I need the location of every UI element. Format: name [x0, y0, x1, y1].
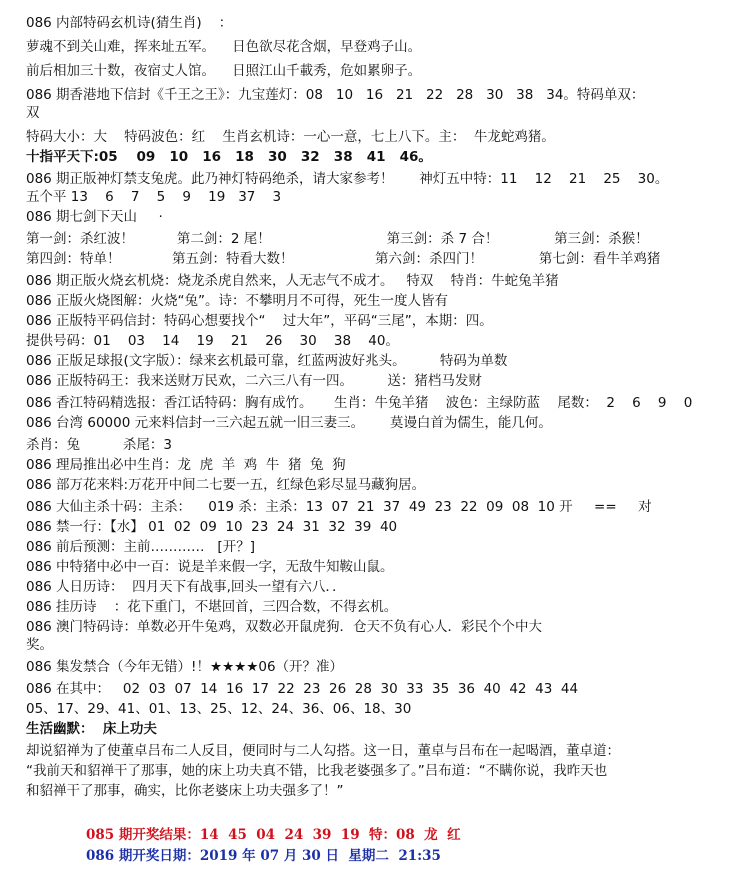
text-line: 086 正版足球报(文字版）：绿来玄机最可靠，红蓝两波好兆头。 特码为单数	[26, 353, 508, 369]
text-line: 十指平天下:05 09 10 16 18 30 32 38 41 46。	[26, 149, 432, 165]
text-line: 第四剑：特单！ 第五剑：特看大数！ 第六剑：杀四门！ 第七剑：看牛羊鸡猪	[26, 251, 661, 267]
text-line: 05、17、29、41、01、13、25、12、24、36、06、18、30	[26, 701, 412, 717]
text-line: 第一剑：杀红波！ 第二剑：2 尾！ 第三剑：杀 7 合！ 第三剑：杀猴！	[26, 231, 649, 247]
text-line: 萝魂不到关山难，挥来址五军。 日色欲尽花含烟，早登鸡子山。	[26, 39, 422, 55]
text-line: 却说貂禅为了使董卓吕布二人反目，便同时与二人勾搭。这一日，董卓与吕布在一起喝酒，董卓道：	[26, 743, 620, 759]
text-line: 086 内部特码玄机诗(猜生肖) ：	[26, 15, 233, 31]
text-line: 086 中特猪中必中一百：说是羊来假一字，无敌牛知鞍山鼠。	[26, 559, 394, 575]
text-line: 086 前后预测：主前………… [开？]	[26, 539, 255, 555]
text-line: 086 大仙主杀十码：主杀： 019 杀：主杀：13 07 21 37 49 23 22 09 08 10 开 == 对	[26, 499, 652, 515]
text-line: 086 正版特码王：我来送财万民欢，二六三八有一四。 送：猪档马发财	[26, 373, 482, 389]
text-line: 086 人日历诗： 四月天下有战事,回头一望有六八．．	[26, 579, 346, 595]
text-line: “我前天和貂禅干了那事，她的床上功夫真不错，比我老婆强多了。”吕布道：“不瞒你说，我昨天也	[26, 763, 608, 779]
text-line: 086 在其中： 02 03 07 14 16 17 22 23 26 28 30 33 35 36 40 42 43 44	[26, 681, 579, 697]
text-line: 086 挂历诗 ：花下重门，不堪回首，三四合数，不得玄机。	[26, 599, 398, 615]
text-line: 和貂禅干了那事，确实，比你老婆床上功夫强多了！”	[26, 783, 344, 799]
text-line: 特码大小：大 特码波色：红 生肖玄机诗：一心一意，七上八下。主： 牛龙蛇鸡猪。	[26, 129, 555, 145]
text-line: 086 部万花来料:万花开中间二七要一五，红绿色彩尽显马藏狗居。	[26, 477, 426, 493]
text-line: 086 理局推出必中生肖：龙 虎 羊 鸡 牛 猪 兔 狗	[26, 457, 346, 473]
text-line: 前后相加三十数，夜宿丈人馆。 日照江山千載秀，危如累卵子。	[26, 63, 422, 79]
text-line: 五个平 13 6 7 5 9 19 37 3	[26, 189, 282, 205]
text-line: 086 澳门特码诗：单数必开牛兔鸡，双数必开鼠虎狗．仓天不负有心人．彩民个个中大	[26, 619, 543, 635]
draw-result: 085 期开奖结果：14 45 04 24 39 19 特：08 龙 红	[86, 827, 461, 843]
text-line: 杀肖：兔 杀尾：3	[26, 437, 173, 453]
draw-date: 086 期开奖日期：2019 年 07 月 30 日 星期二 21:35	[86, 848, 441, 864]
text-line: 生活幽默： 床上功夫	[26, 721, 157, 737]
text-line: 086 正版特平码信封：特码心想要找个“ 过大年”，平码“三尾”，本期：四。	[26, 313, 493, 329]
text-line: 086 集发禁合（今年无错）!！★★★★06（开？准）	[26, 659, 344, 675]
text-line: 双	[26, 105, 40, 121]
text-line: 奖。	[26, 637, 53, 653]
text-line: 086 台湾 60000 元来料信封一三六起五就一旧三妻三。 莫谩白首为儒生，能几何。	[26, 415, 552, 431]
text-line: 086 期正版火烧玄机烧：烧龙杀虎自然来，人无志气不成才。 特双 特肖：牛蛇兔羊猪	[26, 273, 559, 289]
text-line: 086 期七剑下天山 ·	[26, 209, 163, 225]
text-line: 086 正版火烧图解：火烧“兔”。诗：不攀明月不可得，死生一度人皆有	[26, 293, 449, 309]
text-line: 086 期香港地下信封《千王之王》：九宝莲灯：08 10 16 21 22 28 30 38 34。特码单双：	[26, 87, 645, 103]
text-line: 086 期正版神灯禁支兔虎。此乃神灯特码绝杀，请大家参考！ 神灯五中特：11 12 21 25 30。	[26, 171, 669, 187]
text-line: 提供号码：01 03 14 19 21 26 30 38 40。	[26, 333, 399, 349]
text-line: 086 香江特码精选报：香江话特码：胸有成竹。 生肖：牛兔羊猪 波色：主绿防蓝 尾数： 2 6 9 0	[26, 395, 693, 411]
text-line: 086 禁一行：【水】 01 02 09 10 23 24 31 32 39 40	[26, 519, 398, 535]
